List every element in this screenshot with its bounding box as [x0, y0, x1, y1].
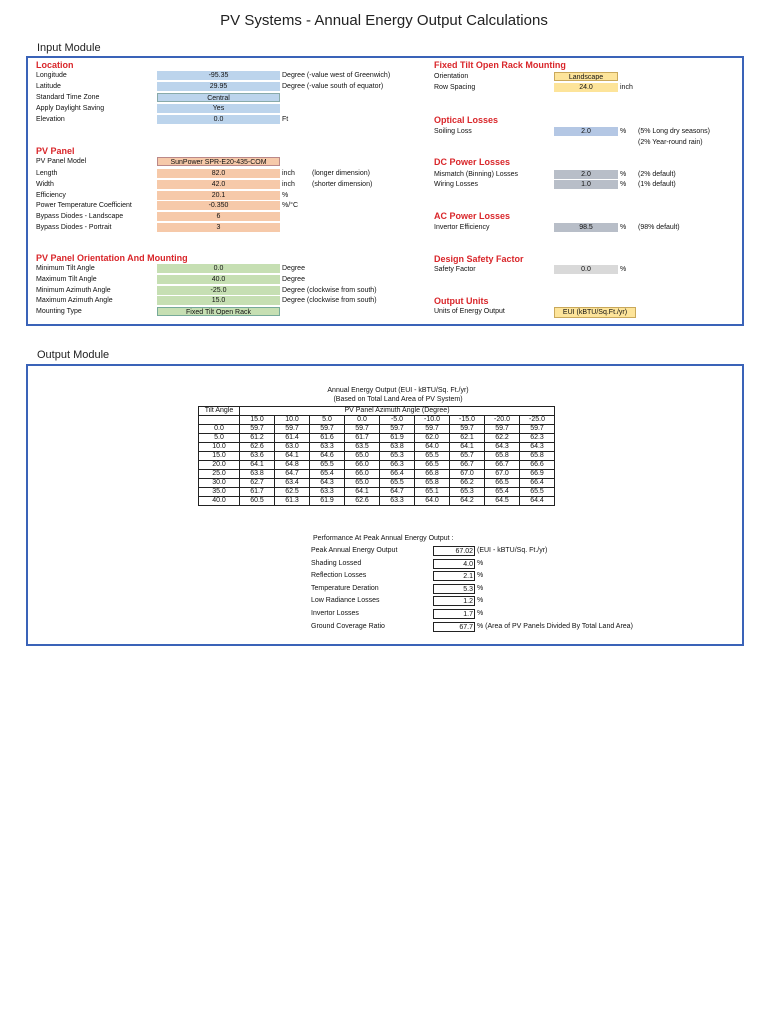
peak-output-label: Peak Annual Energy Output: [311, 547, 398, 554]
azimuth-value: 5.0: [310, 416, 345, 425]
corner-cell: [199, 416, 240, 425]
energy-cell: 64.0: [415, 443, 450, 452]
dc-losses-header: DC Power Losses: [434, 157, 511, 167]
temperature-deration-value: 5.3: [433, 584, 475, 594]
peak-output-unit: (EUI - kBTU/Sq. Ft./yr): [477, 547, 548, 554]
temperature-deration-unit: %: [477, 584, 484, 592]
min-tilt-unit: Degree: [282, 265, 305, 272]
soiling-loss-label: Soiling Loss: [434, 128, 472, 135]
energy-cell: 59.7: [415, 425, 450, 434]
latitude-label: Latitude: [36, 83, 61, 90]
energy-cell: 64.3: [310, 479, 345, 488]
energy-cell: 64.3: [520, 443, 555, 452]
energy-cell: 63.5: [345, 443, 380, 452]
energy-cell: 62.6: [345, 497, 380, 506]
output-units-label: Units of Energy Output: [434, 308, 505, 315]
table-row: [199, 488, 555, 497]
energy-cell: 61.7: [345, 434, 380, 443]
invertor-efficiency-unit: %: [620, 224, 627, 231]
low-radiance-losses-value: 1.2: [433, 596, 475, 606]
energy-cell: 61.9: [380, 434, 415, 443]
energy-cell: 64.1: [450, 443, 485, 452]
daylight-saving-label: Apply Daylight Saving: [36, 105, 105, 112]
soiling-loss-input[interactable]: 2.0: [554, 127, 618, 136]
energy-cell: 65.8: [520, 452, 555, 461]
energy-cell: 65.8: [485, 452, 520, 461]
optical-losses-header: Optical Losses: [434, 115, 499, 125]
energy-cell: 66.5: [415, 461, 450, 470]
invertor-efficiency-input[interactable]: 98.5: [554, 223, 618, 232]
energy-cell: 65.5: [380, 479, 415, 488]
safety-factor-label: Safety Factor: [434, 266, 476, 273]
soiling-note-dry: (5% Long dry seasons): [638, 128, 710, 135]
reflection-losses-unit: %: [477, 572, 484, 580]
energy-cell: 67.0: [485, 470, 520, 479]
energy-cell: 65.5: [415, 452, 450, 461]
max-tilt-label: Maximum Tilt Angle: [36, 276, 97, 283]
latitude-input[interactable]: 29.95: [157, 82, 280, 91]
energy-cell: 63.4: [275, 479, 310, 488]
max-azimuth-label: Maximum Azimuth Angle: [36, 297, 113, 304]
energy-cell: 61.2: [240, 434, 275, 443]
longitude-unit: Degree (-value west of Greenwich): [282, 72, 391, 79]
mounting-type-select[interactable]: Fixed Tilt Open Rack: [157, 307, 280, 316]
tilt-value: 20.0: [199, 461, 240, 470]
energy-cell: 61.9: [310, 497, 345, 506]
width-note: (shorter dimension): [312, 181, 373, 188]
temp-coeff-value: -0.350: [157, 201, 280, 210]
reflection-losses-label: Reflection Losses: [311, 572, 367, 580]
energy-cell: 62.3: [520, 434, 555, 443]
input-module-heading: Input Module: [37, 42, 101, 54]
energy-cell: 61.6: [310, 434, 345, 443]
bypass-landscape-label: Bypass Diodes - Landscape: [36, 213, 124, 220]
energy-cell: 65.3: [450, 488, 485, 497]
width-value: 42.0: [157, 180, 280, 189]
mismatch-label: Mismatch (Binning) Losses: [434, 171, 519, 178]
invertor-efficiency-label: Invertor Efficiency: [434, 224, 490, 231]
energy-cell: 65.5: [310, 461, 345, 470]
efficiency-label: Efficiency: [36, 192, 66, 199]
energy-cell: 66.9: [520, 470, 555, 479]
azimuth-header: PV Panel Azimuth Angle (Degree): [240, 407, 555, 416]
energy-cell: 63.3: [310, 488, 345, 497]
row-spacing-label: Row Spacing: [434, 84, 476, 91]
invertor-losses-value: 1.7: [433, 609, 475, 619]
energy-cell: 59.7: [310, 425, 345, 434]
min-azimuth-input[interactable]: -25.0: [157, 286, 280, 295]
energy-cell: 66.4: [380, 470, 415, 479]
tilt-value: 35.0: [199, 488, 240, 497]
energy-cell: 64.7: [275, 470, 310, 479]
mismatch-note: (2% default): [638, 171, 676, 178]
min-tilt-input[interactable]: 0.0: [157, 264, 280, 273]
output-table-subtitle: (Based on Total Land Area of PV System): [333, 396, 463, 403]
performance-heading: Performance At Peak Annual Energy Output :: [313, 535, 454, 542]
energy-cell: 59.7: [380, 425, 415, 434]
ac-losses-header: AC Power Losses: [434, 211, 511, 221]
energy-cell: 64.2: [450, 497, 485, 506]
energy-cell: 65.0: [345, 452, 380, 461]
page-title: PV Systems - Annual Energy Output Calculations: [220, 12, 548, 29]
azimuth-value: 10.0: [275, 416, 310, 425]
location-header: Location: [36, 60, 74, 70]
min-azimuth-unit: Degree (clockwise from south): [282, 287, 377, 294]
width-unit: inch: [282, 181, 295, 188]
output-module-heading: Output Module: [37, 349, 110, 361]
panel-orientation-label: Orientation: [434, 73, 469, 80]
energy-cell: 66.3: [380, 461, 415, 470]
row-spacing-input[interactable]: 24.0: [554, 83, 618, 92]
tilt-value: 10.0: [199, 443, 240, 452]
panel-orientation-select[interactable]: Landscape: [554, 72, 618, 81]
energy-cell: 66.5: [485, 479, 520, 488]
shading-losses-unit: %: [477, 559, 484, 567]
soiling-note-rain: (2% Year-round rain): [638, 139, 703, 146]
daylight-saving-select[interactable]: Yes: [157, 104, 280, 113]
output-table-title: Annual Energy Output (EUI - kBTU/Sq. Ft./yr): [327, 387, 469, 394]
energy-cell: 63.3: [380, 497, 415, 506]
efficiency-unit: %: [282, 192, 289, 199]
table-row: [199, 425, 555, 434]
energy-cell: 66.6: [520, 461, 555, 470]
energy-cell: 63.3: [310, 443, 345, 452]
safety-factor-input[interactable]: 0.0: [554, 265, 618, 274]
azimuth-value: 0.0: [345, 416, 380, 425]
azimuth-value: -10.0: [415, 416, 450, 425]
energy-cell: 65.3: [380, 452, 415, 461]
efficiency-value: 20.1: [157, 191, 280, 200]
azimuth-value: -5.0: [380, 416, 415, 425]
bypass-portrait-value: 3: [157, 223, 280, 232]
energy-cell: 64.7: [380, 488, 415, 497]
max-azimuth-input[interactable]: 15.0: [157, 296, 280, 305]
energy-cell: 66.7: [485, 461, 520, 470]
pv-panel-header: PV Panel: [36, 146, 75, 156]
safety-factor-unit: %: [620, 266, 627, 273]
energy-cell: 59.7: [240, 425, 275, 434]
tilt-value: 15.0: [199, 452, 240, 461]
min-azimuth-label: Minimum Azimuth Angle: [36, 287, 111, 294]
latitude-unit: Degree (-value south of equator): [282, 83, 384, 90]
table-row: [199, 461, 555, 470]
soiling-loss-unit: %: [620, 128, 627, 135]
wiring-note: (1% default): [638, 181, 676, 188]
energy-cell: 62.0: [415, 434, 450, 443]
tilt-angle-header: Tilt Angle: [199, 407, 240, 416]
energy-cell: 63.0: [275, 443, 310, 452]
panel-model-select[interactable]: SunPower SPR-E20-435-COM: [157, 157, 280, 166]
invertor-efficiency-note: (98% default): [638, 224, 680, 231]
table-row: [199, 479, 555, 488]
ground-coverage-ratio-label: Ground Coverage Ratio: [311, 622, 385, 630]
shading-losses-label: Shading Lossed: [311, 559, 362, 567]
fixed-tilt-header: Fixed Tilt Open Rack Mounting: [434, 60, 566, 70]
max-tilt-unit: Degree: [282, 276, 305, 283]
energy-cell: 65.0: [345, 479, 380, 488]
energy-cell: 66.7: [450, 461, 485, 470]
azimuth-value: -15.0: [450, 416, 485, 425]
energy-cell: 63.8: [380, 443, 415, 452]
energy-cell: 60.5: [240, 497, 275, 506]
elevation-input[interactable]: 0.0: [157, 115, 280, 124]
output-units-header: Output Units: [434, 296, 489, 306]
energy-cell: 64.8: [275, 461, 310, 470]
length-note: (longer dimension): [312, 170, 370, 177]
tilt-value: 40.0: [199, 497, 240, 506]
energy-cell: 61.3: [275, 497, 310, 506]
energy-cell: 62.5: [275, 488, 310, 497]
energy-cell: 66.4: [520, 479, 555, 488]
energy-cell: 64.1: [275, 452, 310, 461]
elevation-label: Elevation: [36, 116, 65, 123]
azimuth-value: 15.0: [240, 416, 275, 425]
tilt-value: 5.0: [199, 434, 240, 443]
wiring-unit: %: [620, 181, 627, 188]
energy-cell: 66.2: [450, 479, 485, 488]
table-row: [199, 443, 555, 452]
temp-coeff-unit: %/°C: [282, 202, 299, 209]
energy-cell: 65.1: [415, 488, 450, 497]
length-unit: inch: [282, 170, 295, 177]
energy-cell: 65.8: [415, 479, 450, 488]
length-value: 82.0: [157, 169, 280, 178]
energy-cell: 63.6: [240, 452, 275, 461]
performance-section: [311, 546, 731, 636]
energy-cell: 62.7: [240, 479, 275, 488]
energy-cell: 62.2: [485, 434, 520, 443]
energy-cell: 59.7: [450, 425, 485, 434]
table-row: [199, 452, 555, 461]
mismatch-input[interactable]: 2.0: [554, 170, 618, 179]
energy-cell: 62.1: [450, 434, 485, 443]
temperature-deration-label: Temperature Deration: [311, 584, 379, 592]
energy-cell: 62.6: [240, 443, 275, 452]
longitude-label: Longitude: [36, 72, 67, 79]
panel-model-label: PV Panel Model: [36, 158, 87, 165]
width-label: Width: [36, 181, 54, 188]
output-units-select[interactable]: EUI (kBTU/Sq.Ft./yr): [554, 307, 636, 318]
temp-coeff-label: Power Temperature Coefficient: [36, 202, 132, 209]
tilt-value: 25.0: [199, 470, 240, 479]
energy-cell: 59.7: [520, 425, 555, 434]
low-radiance-losses-unit: %: [477, 597, 484, 605]
wiring-input[interactable]: 1.0: [554, 180, 618, 189]
invertor-losses-label: Invertor Losses: [311, 610, 359, 617]
energy-cell: 61.4: [275, 434, 310, 443]
energy-cell: 64.4: [520, 497, 555, 506]
energy-cell: 59.7: [345, 425, 380, 434]
energy-cell: 64.5: [485, 497, 520, 506]
bypass-landscape-value: 6: [157, 212, 280, 221]
energy-output-table: [198, 406, 555, 506]
table-row: [199, 470, 555, 479]
min-tilt-label: Minimum Tilt Angle: [36, 265, 95, 272]
energy-cell: 66.0: [345, 470, 380, 479]
longitude-input[interactable]: -95.35: [157, 71, 280, 80]
energy-cell: 64.1: [240, 461, 275, 470]
azimuth-value: -25.0: [520, 416, 555, 425]
time-zone-label: Standard Time Zone: [36, 94, 100, 101]
energy-cell: 64.1: [345, 488, 380, 497]
energy-cell: 64.0: [415, 497, 450, 506]
ground-coverage-ratio-value: 67.7: [433, 622, 475, 632]
low-radiance-losses-label: Low Radiance Losses: [311, 597, 380, 605]
shading-losses-value: 4.0: [433, 559, 475, 569]
energy-cell: 65.4: [310, 470, 345, 479]
time-zone-select[interactable]: Central: [157, 93, 280, 102]
tilt-value: 0.0: [199, 425, 240, 434]
bypass-portrait-label: Bypass Diodes - Portrait: [36, 224, 112, 231]
safety-factor-header: Design Safety Factor: [434, 254, 524, 264]
energy-cell: 64.3: [485, 443, 520, 452]
energy-cell: 59.7: [485, 425, 520, 434]
peak-output-value: 67.02: [433, 546, 475, 556]
row-spacing-unit: inch: [620, 84, 633, 91]
max-tilt-input[interactable]: 40.0: [157, 275, 280, 284]
energy-cell: 65.7: [450, 452, 485, 461]
reflection-losses-value: 2.1: [433, 571, 475, 581]
energy-cell: 66.0: [345, 461, 380, 470]
energy-cell: 65.5: [520, 488, 555, 497]
table-row: [199, 434, 555, 443]
energy-cell: 59.7: [275, 425, 310, 434]
tilt-value: 30.0: [199, 479, 240, 488]
ground-coverage-ratio-unit: % (Area of PV Panels Divided By Total Land Area): [477, 622, 633, 630]
energy-cell: 65.4: [485, 488, 520, 497]
max-azimuth-unit: Degree (clockwise from south): [282, 297, 377, 304]
mounting-type-label: Mounting Type: [36, 308, 82, 315]
table-row: [199, 497, 555, 506]
wiring-label: Wiring Losses: [434, 181, 478, 188]
elevation-unit: Ft: [282, 116, 289, 123]
mismatch-unit: %: [620, 171, 627, 178]
input-module-box: [26, 56, 744, 326]
energy-cell: 67.0: [450, 470, 485, 479]
energy-cell: 64.6: [310, 452, 345, 461]
energy-cell: 61.7: [240, 488, 275, 497]
invertor-losses-unit: %: [477, 610, 484, 617]
azimuth-value: -20.0: [485, 416, 520, 425]
energy-cell: 63.8: [240, 470, 275, 479]
orientation-header: PV Panel Orientation And Mounting: [36, 253, 188, 263]
length-label: Length: [36, 170, 58, 177]
energy-cell: 66.8: [415, 470, 450, 479]
